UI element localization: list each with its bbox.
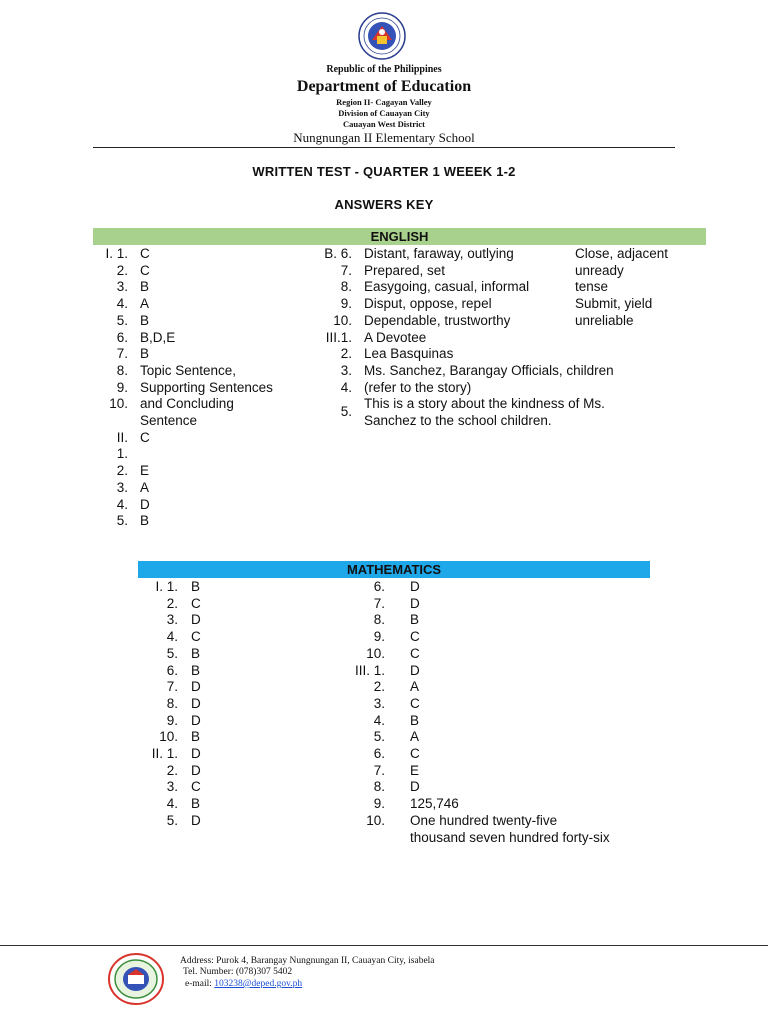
answer-value: A (410, 679, 420, 695)
footer-email-row (185, 978, 302, 990)
test-title: WRITTEN TEST - QUARTER 1 WEEEK 1-2 (252, 164, 516, 179)
answer-number: 2. (166, 595, 178, 611)
answer-number: 3. (166, 612, 178, 628)
footer-email-link[interactable]: 103238@deped.gov.ph (214, 979, 303, 989)
english-heading-band (93, 228, 706, 245)
answer-value: C (410, 629, 420, 645)
answer-number: I. 1. (155, 579, 178, 594)
answer-value: D (191, 679, 201, 695)
answer-number: 10. (333, 312, 352, 328)
answer-value: D (191, 612, 201, 628)
answer-number: 2. (373, 679, 385, 695)
answer-number: 5. (166, 645, 178, 661)
answer-number: 1. (116, 446, 128, 462)
answer-value: 125,746 (410, 796, 459, 812)
answer-number: 4. (116, 496, 128, 512)
answer-value: A (410, 729, 420, 745)
answer-value: One hundred twenty-five (410, 812, 558, 828)
answer-value: A Devotee (364, 329, 427, 345)
answer-value: C (191, 595, 201, 611)
answer-number: 3. (340, 362, 352, 378)
answer-number: 7. (116, 346, 128, 362)
english-heading: ENGLISH (370, 229, 429, 244)
footer-divider (0, 945, 768, 946)
answer-value: D (191, 812, 201, 828)
answer-number: 5. (340, 404, 352, 419)
answer-number: 6. (373, 746, 385, 761)
answer-number: 3. (166, 779, 178, 795)
antonym-value: Submit, yield (575, 296, 653, 312)
answer-number: 8. (373, 612, 385, 628)
answer-value: B (410, 712, 420, 728)
answer-value: B (191, 796, 201, 812)
answer-number: 4. (373, 712, 385, 728)
answer-number: 4. (166, 629, 178, 645)
answer-value: C (140, 429, 150, 445)
answer-number: 6. (166, 662, 178, 678)
answer-number: 3. (116, 479, 128, 495)
answer-value: B (410, 612, 420, 628)
answer-number: II. 1. (151, 746, 178, 761)
header-divider (93, 147, 675, 148)
answer-number: 9. (116, 379, 128, 395)
answer-value: D (191, 746, 201, 761)
answer-value: Sentence (140, 413, 198, 428)
answer-value: Ms. Sanchez, Barangay Officials, children (364, 362, 614, 378)
answer-number: 9. (166, 712, 178, 728)
answer-value: Prepared, set (364, 262, 446, 278)
answer-number: 4. (340, 379, 352, 395)
answers-key-title: ANSWERS KEY (334, 197, 434, 212)
answer-number: 4. (116, 296, 128, 312)
antonym-value: tense (575, 279, 609, 295)
answer-number: 5. (116, 312, 128, 328)
answer-value: D (410, 579, 420, 594)
answer-number: 10. (109, 396, 128, 412)
answer-number: 4. (166, 796, 178, 812)
answer-number: 6. (373, 579, 385, 594)
answer-value: Distant, faraway, outlying (364, 246, 514, 261)
answer-value: D (410, 779, 420, 795)
department-title: Department of Education (296, 78, 472, 95)
answer-number: II. (116, 429, 128, 445)
answer-number: 2. (166, 762, 178, 778)
answer-number: 7. (373, 595, 385, 611)
answer-value: D (410, 662, 420, 678)
answer-number: 10. (366, 812, 385, 828)
answer-value: This is a story about the kindness of Ms. (364, 396, 605, 411)
district-text: Cauayan West District (342, 119, 425, 129)
answer-number: 8. (340, 279, 352, 295)
antonym-value: Close, adjacent (575, 246, 669, 261)
answer-value: B (140, 346, 150, 362)
answer-number: 8. (373, 779, 385, 795)
answer-value: D (191, 712, 201, 728)
antonym-value: unready (575, 262, 624, 278)
answer-value: A (140, 479, 150, 495)
answer-number: 8. (166, 695, 178, 711)
answer-value: B (191, 579, 201, 594)
answer-value: Topic Sentence, (140, 362, 237, 378)
answer-number: B. 6. (324, 246, 352, 261)
answer-value: B (140, 312, 150, 328)
answer-number: 5. (373, 729, 385, 745)
answer-value: B (191, 729, 201, 745)
answer-number: III.1. (325, 329, 352, 345)
answer-value: C (140, 246, 150, 261)
answer-number: 9. (373, 629, 385, 645)
answer-value: B (140, 279, 150, 295)
answer-value: C (410, 645, 420, 661)
footer-tel: Tel. Number: (078)307 5402 (183, 967, 293, 977)
answer-value: Easygoing, casual, informal (364, 279, 530, 295)
answer-value: D (140, 496, 150, 512)
answer-value: E (410, 762, 420, 778)
answer-value: thousand seven hundred forty-six (410, 829, 610, 845)
answer-number: 3. (116, 279, 128, 295)
answer-value: Sanchez to the school children. (364, 413, 552, 428)
answer-value: D (191, 762, 201, 778)
answer-number: III. 1. (354, 662, 385, 678)
footer-email-label: e-mail: (185, 979, 212, 989)
division-text: Division of Cauayan City (338, 108, 430, 118)
math-heading: MATHEMATICS (346, 562, 442, 577)
answer-value: B (191, 645, 201, 661)
answer-number: 2. (116, 463, 128, 479)
answer-value: (refer to the story) (364, 379, 472, 395)
antonym-value: unreliable (575, 312, 634, 328)
answer-value: Lea Basquinas (364, 346, 454, 362)
republic-text: Republic of the Philippines (326, 64, 442, 75)
answer-value: C (410, 746, 420, 761)
answer-number: 7. (373, 762, 385, 778)
answer-number: 2. (116, 262, 128, 278)
footer-address: Address: Purok 4, Barangay Nungnungan II, Cauayan City, isabela (180, 956, 435, 966)
answer-number: 9. (373, 796, 385, 812)
answer-value: C (191, 629, 201, 645)
answer-value: D (191, 695, 201, 711)
answer-number: 7. (166, 679, 178, 695)
deped-seal-icon (358, 12, 406, 60)
answer-value: E (140, 463, 150, 479)
answer-value: and Concluding (140, 396, 234, 412)
answer-value: A (140, 296, 150, 312)
answer-number: 10. (159, 729, 178, 745)
answer-number: 9. (340, 296, 352, 312)
school-name: Nungnungan II Elementary School (293, 130, 475, 145)
answer-number: 5. (166, 812, 178, 828)
answer-value: C (410, 695, 420, 711)
answer-number: 5. (116, 513, 128, 529)
answer-value: B,D,E (140, 329, 176, 345)
region-text: Region II- Cagayan Valley (336, 97, 432, 107)
answer-value: Dependable, trustworthy (364, 312, 511, 328)
answer-number: I. 1. (105, 246, 128, 261)
answer-number: 2. (340, 346, 352, 362)
answer-number: 8. (116, 362, 128, 378)
answer-number: 7. (340, 262, 352, 278)
answer-number: 6. (116, 329, 128, 345)
answer-value: B (191, 662, 201, 678)
answer-number: 10. (366, 645, 385, 661)
math-heading-band (138, 561, 650, 578)
answer-value: C (140, 262, 150, 278)
school-logo-icon (108, 953, 164, 1005)
answer-value: Disput, oppose, repel (364, 296, 492, 312)
answer-value: B (140, 513, 150, 529)
answer-number: 3. (373, 695, 385, 711)
answer-value: D (410, 595, 420, 611)
answer-value: Supporting Sentences (140, 379, 273, 395)
answer-value: C (191, 779, 201, 795)
